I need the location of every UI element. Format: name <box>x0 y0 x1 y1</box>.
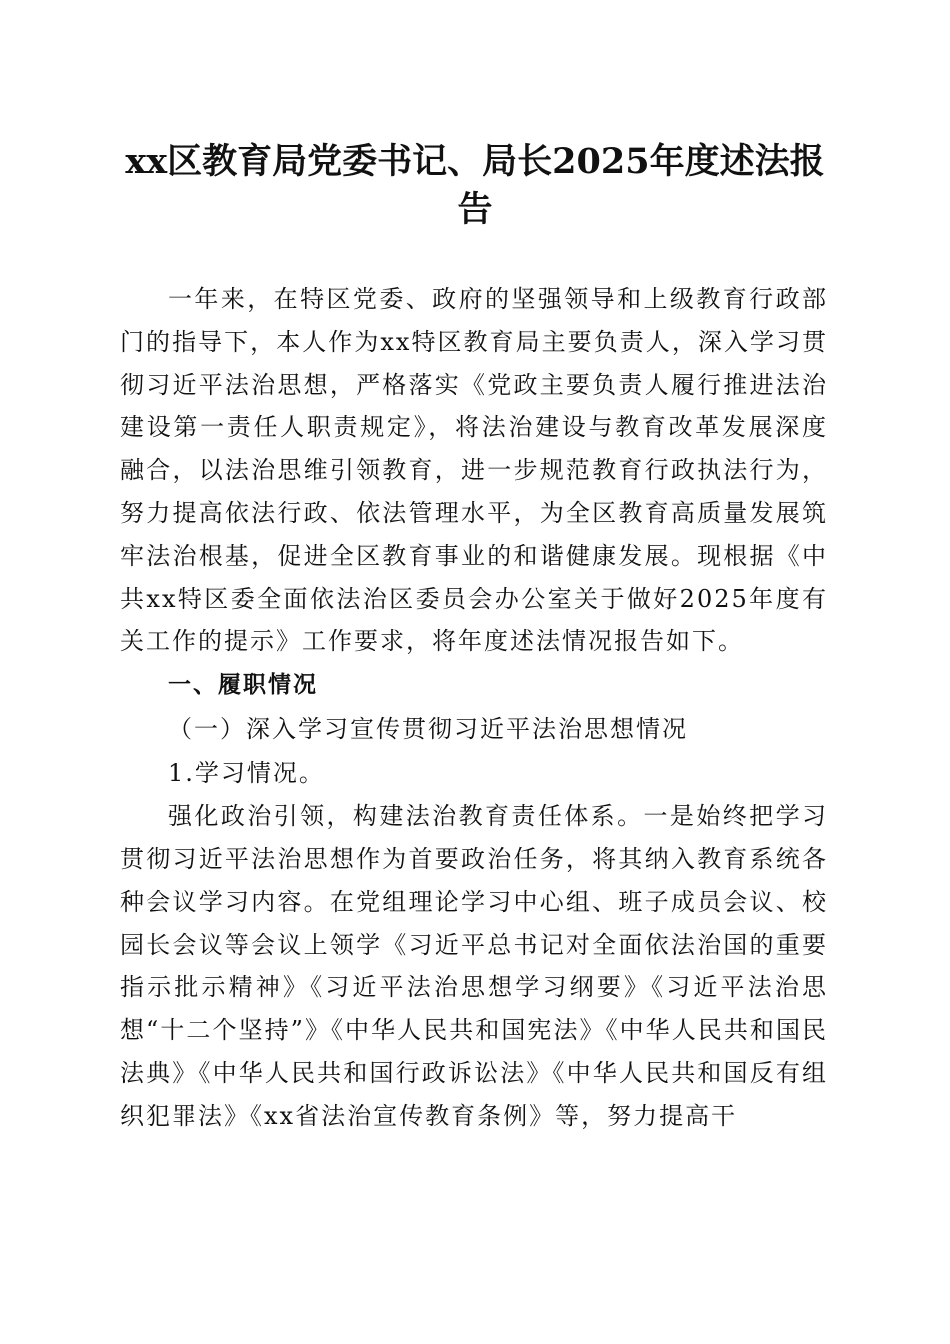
section-heading: 一、履职情况 <box>168 672 318 699</box>
subsection-heading: （一）深入学习宣传贯彻习近平法治思想情况 <box>168 715 688 744</box>
item-heading: 1.学习情况。 <box>168 759 325 788</box>
section-paragraph: 强化政治引领，构建法治教育责任体系。一是始终把学习贯彻习近平法治思想作为首要政治任务，将其纳入教育系统各种会议学习内容。在党组理论学习中心组、班子成员会议、校园长会议等会议上领学《习近平总书记对全面依法治国的重要指示批示精神》《习近平法治思想学习纲要》《习近平法治思想“十二个坚持”》《中华人民共和国宪法》《中华人民共和国民法典》《中华人民共和国行政诉讼法》《中华人民共和国反有组织犯罪法》《xx省法治宣传教育条例》等，努力提高干 <box>120 802 828 1130</box>
document-body <box>120 278 828 1138</box>
intro-paragraph: 一年来，在特区党委、政府的坚强领导和上级教育行政部门的指导下，本人作为xx特区教育局主要负责人，深入学习贯彻习近平法治思想，严格落实《党政主要负责人履行推进法治建设第一责任人职责规定》，将法治建设与教育改革发展深度融合，以法治思维引领教育，进一步规范教育行政执法行为，努力提高依法行政、依法管理水平，为全区教育高质量发展筑牢法治根基，促进全区教育事业的和谐健康发展。现根据《中共xx特区委全面依法治区委员会办公室关于做好2025年度有关工作的提示》工作要求，将年度述法情况报告如下。 <box>120 285 828 656</box>
document-title: xx区教育局党委书记、局长2025年度述法报告 <box>125 141 825 230</box>
